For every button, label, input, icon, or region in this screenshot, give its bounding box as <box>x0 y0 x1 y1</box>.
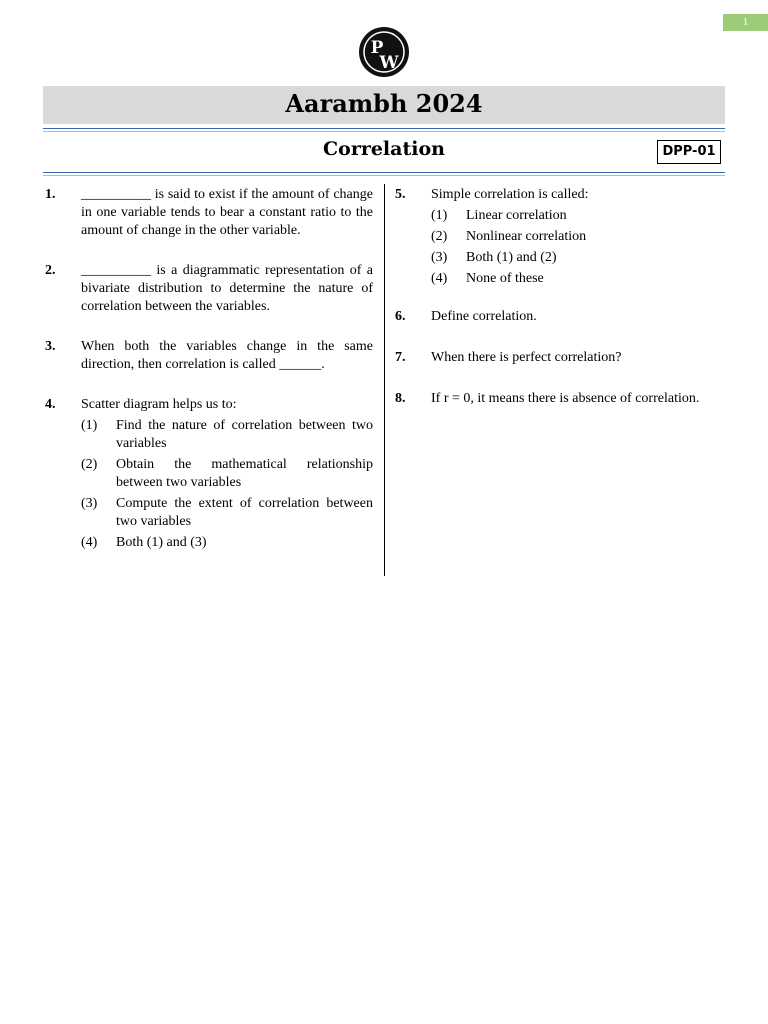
divider <box>43 128 725 129</box>
option-text: Compute the extent of correlation between two variables <box>116 496 373 529</box>
option-item <box>81 417 373 453</box>
question-number: 8. <box>395 391 406 406</box>
pw-logo <box>358 24 410 80</box>
question-text: When both the variables change in the same direction, then correlation is called ______. <box>81 339 373 372</box>
option-number: (4) <box>431 271 448 286</box>
page-number: 1 <box>723 14 768 31</box>
question-item <box>395 390 725 408</box>
question-item <box>45 338 373 374</box>
questions-column-right <box>395 186 725 408</box>
questions-column-left <box>45 186 373 555</box>
svg-text:W: W <box>379 53 399 73</box>
question-text: Scatter diagram helps us to: <box>81 397 237 412</box>
question-text: Simple correlation is called: <box>431 187 589 202</box>
option-item <box>81 456 373 492</box>
options-list <box>81 417 373 552</box>
question-number: 3. <box>45 339 56 354</box>
option-text: None of these <box>466 271 544 286</box>
page-title: Aarambh 2024 <box>43 86 725 124</box>
question-text: __________ is a diagrammatic representation of a bivariate distribution to determine the nature of correlation between the variables. <box>81 263 373 314</box>
option-text: Both (1) and (2) <box>466 250 557 265</box>
divider <box>43 172 725 173</box>
option-item <box>431 270 725 288</box>
option-item <box>431 228 725 246</box>
question-text: Define correlation. <box>431 309 537 324</box>
column-divider <box>384 184 385 576</box>
question-item <box>395 349 725 367</box>
dpp-badge: DPP-01 <box>657 140 721 164</box>
question-number: 2. <box>45 263 56 278</box>
question-number: 7. <box>395 350 406 365</box>
question-number: 1. <box>45 187 56 202</box>
options-list <box>431 207 725 288</box>
option-number: (1) <box>431 208 448 223</box>
question-item <box>45 262 373 316</box>
question-text: If r = 0, it means there is absence of correlation. <box>431 391 700 406</box>
option-text: Both (1) and (3) <box>116 535 207 550</box>
divider <box>43 175 725 176</box>
option-item <box>431 207 725 225</box>
divider <box>43 131 725 132</box>
question-item <box>395 186 725 288</box>
option-number: (3) <box>431 250 448 265</box>
option-text: Nonlinear correlation <box>466 229 587 244</box>
question-number: 6. <box>395 309 406 324</box>
question-number: 5. <box>395 187 406 202</box>
option-item <box>81 495 373 531</box>
option-item <box>431 249 725 267</box>
question-text: __________ is said to exist if the amount of change in one variable tends to bear a constant ratio to the amount of change in the other variable. <box>81 187 373 238</box>
question-item <box>395 308 725 326</box>
option-text: Linear correlation <box>466 208 567 223</box>
question-item <box>45 186 373 240</box>
option-number: (3) <box>81 496 98 511</box>
option-number: (4) <box>81 535 98 550</box>
question-item <box>45 396 373 552</box>
option-number: (1) <box>81 418 98 433</box>
option-number: (2) <box>431 229 448 244</box>
option-text: Obtain the mathematical relationship between two variables <box>116 457 373 490</box>
svg-text:P: P <box>370 38 384 58</box>
question-number: 4. <box>45 397 56 412</box>
question-text: When there is perfect correlation? <box>431 350 622 365</box>
topic-title: Correlation <box>323 138 445 160</box>
option-text: Find the nature of correlation between two variables <box>116 418 373 451</box>
option-item <box>81 534 373 552</box>
option-number: (2) <box>81 457 98 472</box>
